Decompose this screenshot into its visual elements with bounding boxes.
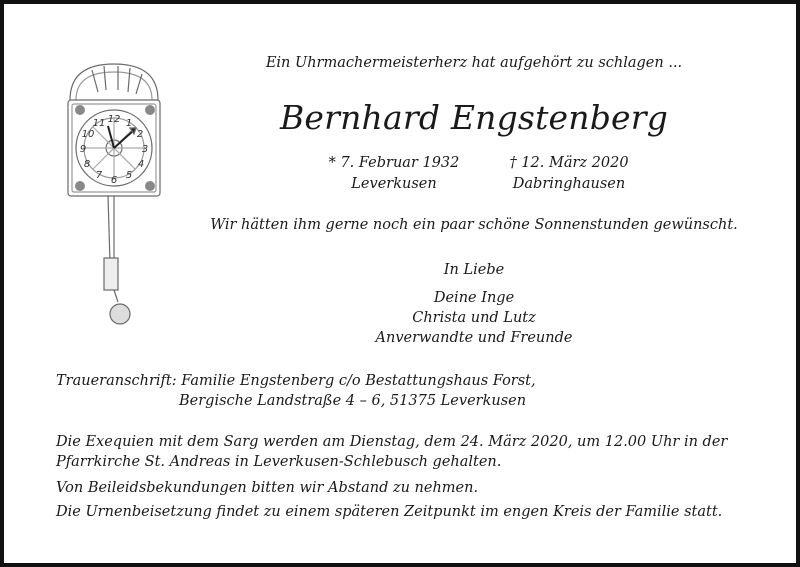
- clock-numeral-3: 3: [141, 144, 149, 155]
- address-line-2: Bergische Landstraße 4 – 6, 51375 Leverkusen: [179, 393, 527, 409]
- death-place: Dabringhausen: [512, 176, 626, 192]
- death-date: † 12. März 2020: [509, 155, 629, 171]
- clock-numeral-10: 10: [81, 129, 95, 140]
- clock-numeral-8: 8: [83, 159, 91, 170]
- exequien-line-2: Pfarrkirche St. Andreas in Leverkusen-Schlebusch gehalten.: [56, 454, 502, 470]
- address-line-1: Traueranschrift: Familie Engstenberg c/o Bestattungshaus Forst,: [56, 373, 536, 389]
- wish-line: Wir hätten ihm gerne noch ein paar schöne Sonnenstunden gewünscht.: [210, 217, 738, 233]
- clock-numeral-4: 4: [137, 159, 145, 170]
- family-list: [334, 288, 614, 348]
- clock-numeral-7: 7: [95, 170, 103, 181]
- clock-numeral-12: 12: [107, 114, 121, 125]
- birth-date: * 7. Februar 1932: [328, 155, 460, 171]
- family-member: Anverwandte und Freunde: [375, 330, 573, 346]
- condolence-paragraph: Von Beileidsbekundungen bitten wir Abstand zu nehmen.: [56, 480, 479, 496]
- clock-numeral-9: 9: [79, 144, 87, 155]
- clock-numeral-2: 2: [136, 129, 144, 140]
- deceased-name: Bernhard Engstenberg: [279, 98, 669, 137]
- exequien-line-1: Die Exequien mit dem Sarg werden am Dienstag, dem 24. März 2020, um 12.00 Uhr in der: [56, 434, 728, 450]
- in-liebe: In Liebe: [443, 262, 505, 278]
- birth-block: [304, 153, 484, 195]
- birth-place: Leverkusen: [351, 176, 437, 192]
- family-member: Deine Inge: [433, 290, 515, 306]
- pendulum-clock-icon: [62, 62, 172, 332]
- clock-numeral-5: 5: [125, 170, 133, 181]
- family-member: Christa und Lutz: [412, 310, 536, 326]
- clock-numeral-1: 1: [125, 118, 133, 129]
- intro-line: Ein Uhrmachermeisterherz hat aufgehört zu schlagen ...: [265, 55, 683, 71]
- clock-numeral-11: 11: [92, 118, 106, 129]
- urn-paragraph: Die Urnenbeisetzung findet zu einem späteren Zeitpunkt im engen Kreis der Familie statt.: [56, 504, 723, 520]
- death-block: [479, 153, 659, 195]
- clock-numeral-6: 6: [110, 175, 118, 186]
- exequien-paragraph: [56, 432, 727, 472]
